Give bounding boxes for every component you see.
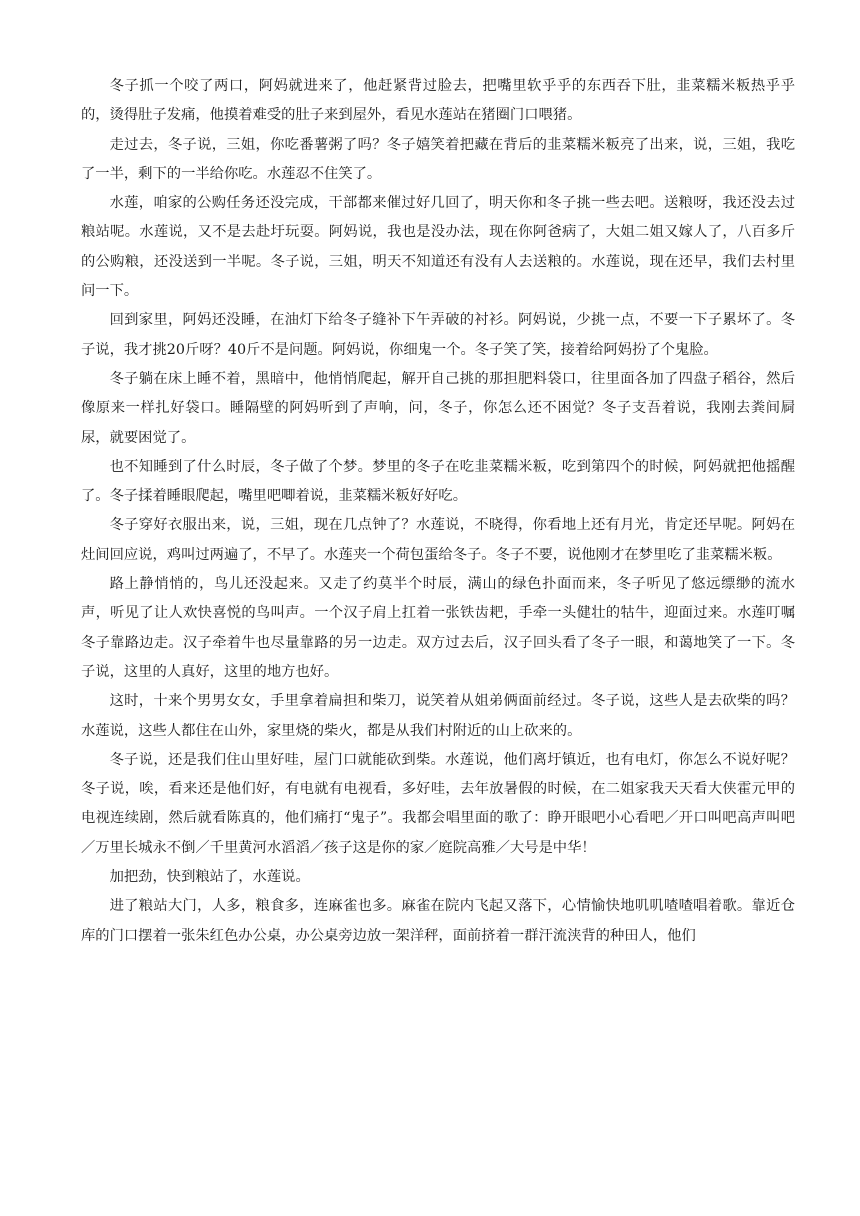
paragraph: 水莲，咱家的公购任务还没完成，干部都来催过好几回了，明天你和冬子挑一些去吧。送粮呀，我还没去过粮站呢。水莲说，又不是去赴圩玩耍。阿妈说，我也是没办法，现在你阿爸病了，大姐二姐又嫁人了，八百多斤的公购粮，还没送到一半呢。冬子说，三姐，明天不知道还有没有人去送粮的。水莲说，现在还早，我们去村里问一下。 [81, 195, 795, 300]
paragraph: 走过去，冬子说，三姐，你吃番薯粥了吗？冬子嬉笑着把藏在背后的韭菜糯米粄亮了出来，说，三姐，我吃了一半，剩下的一半给你吃。水莲忍不住笑了。 [81, 136, 795, 182]
paragraph: 路上静悄悄的，鸟儿还没起来。又走了约莫半个时辰，满山的绿色扑面而来，冬子听见了悠远缥缈的流水声，听见了让人欢快喜悦的鸟叫声。一个汉子肩上扛着一张铁齿耙，手牵一头健壮的牯牛，迎面过来。水莲叮嘱冬子靠路边走。汉子牵着牛也尽量靠路的另一边走。双方过去后，汉子回头看了冬子一眼，和蔼地笑了一下。冬子说，这里的人真好，这里的地方也好。 [81, 576, 795, 680]
document-body [81, 72, 795, 951]
paragraph: 冬子抓一个咬了两口，阿妈就进来了，他赶紧背过脸去，把嘴里软乎乎的东西吞下肚，韭菜糯米粄热乎乎的，烫得肚子发痛，他摸着难受的肚子来到屋外，看见水莲站在猪圈门口喂猪。 [81, 78, 795, 124]
paragraph: 回到家里，阿妈还没睡，在油灯下给冬子缝补下午弄破的衬衫。阿妈说，少挑一点，不要一下子累坏了。冬子说，我才挑20斤呀？40斤不是问题。阿妈说，你细鬼一个。冬子笑了笑，接着给阿妈扮了个鬼脸。 [81, 312, 795, 358]
paragraph: 进了粮站大门，人多，粮食多，连麻雀也多。麻雀在院内飞起又落下，心情愉快地叽叽喳喳唱着歌。靠近仓库的门口摆着一张朱红色办公桌，办公桌旁边放一架洋秤，面前挤着一群汗流浃背的种田人，他们 [81, 898, 795, 944]
paragraph: 加把劲，快到粮站了，水莲说。 [109, 869, 310, 886]
paragraph: 这时，十来个男男女女，手里拿着扁担和柴刀，说笑着从姐弟俩面前经过。冬子说，这些人是去砍柴的吗？水莲说，这些人都住在山外，家里烧的柴火，都是从我们村附近的山上砍来的。 [81, 693, 795, 739]
paragraph: 冬子穿好衣服出来，说，三姐，现在几点钟了？水莲说，不晓得，你看地上还有月光，肯定还早呢。阿妈在灶间回应说，鸡叫过两遍了，不早了。水莲夹一个荷包蛋给冬子。冬子不要，说他刚才在梦里吃了韭菜糯米粄。 [81, 517, 795, 563]
paragraph: 冬子说，还是我们住山里好哇，屋门口就能砍到柴。水莲说，他们离圩镇近，也有电灯，你怎么不说好呢？冬子说，唉，看来还是他们好，有电就有电视看，多好哇，去年放暑假的时候，在二姐家我天天看大侠霍元甲的电视连续剧，然后就看陈真的，他们痛打“鬼子”。我都会唱里面的歌了：睁开眼吧小心看吧／开口叫吧高声叫吧／万里长城永不倒／千里黄河水滔滔／孩子这是你的家／庭院高雅／大号是中华！ [81, 751, 795, 856]
paragraph: 也不知睡到了什么时辰，冬子做了个梦。梦里的冬子在吃韭菜糯米粄，吃到第四个的时候，阿妈就把他摇醒了。冬子揉着睡眼爬起，嘴里吧唧着说，韭菜糯米粄好好吃。 [81, 458, 795, 505]
paragraph: 冬子躺在床上睡不着，黑暗中，他悄悄爬起，解开自己挑的那担肥料袋口，往里面各加了四盘子稻谷，然后像原来一样扎好袋口。睡隔壁的阿妈听到了声响，问，冬子，你怎么还不困觉？冬子支吾着说，我刚去粪间屙尿，就要困觉了。 [81, 370, 795, 446]
